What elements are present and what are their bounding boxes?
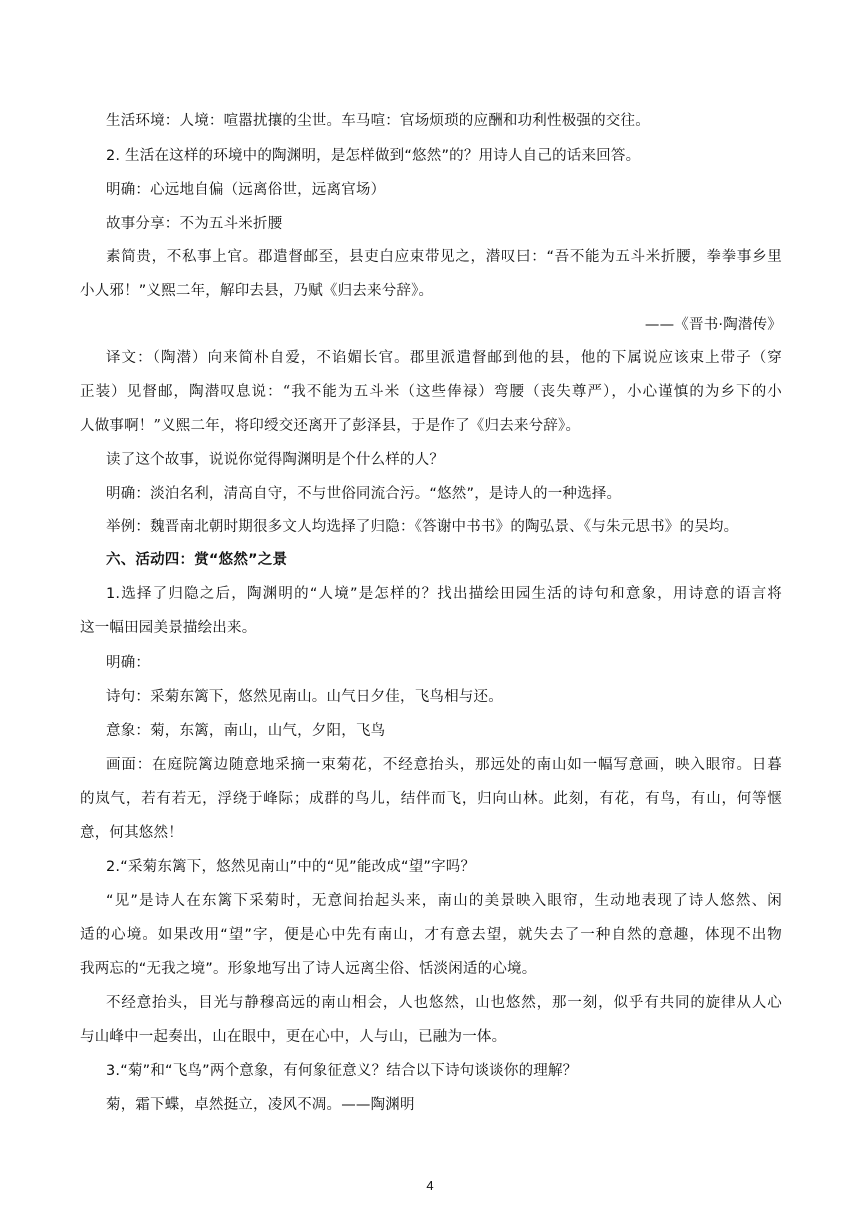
section-heading-activity-4: 六、活动四：赏“悠然”之景 [106, 552, 288, 568]
classical-text-line-2: 小人邪！”义熙二年，解印去县，乃赋《归去来兮辞》。 [80, 283, 434, 299]
translation-line-1: 译文：（陶潜）向来简朴自爱，不谄媚长官。郡里派遣督邮到他的县，他的下属说应该束上带子（穿 [106, 350, 782, 366]
question-2-jian: 2.“采菊东篱下，悠然见南山”中的“见”能改成“望”字吗？ [106, 859, 476, 875]
question-2: 2. 生活在这样的环境中的陶渊明，是怎样做到“悠然”的？用诗人自己的话来回答。 [106, 148, 641, 164]
translation-line-3: 人做事啊！”义熙二年，将印绶交还离开了彭泽县，于是作了《归去来兮辞》。 [80, 418, 581, 434]
answer-label: 明确： [106, 655, 151, 671]
answer-2: 明确：心远地自偏（远离俗世，远离官场） [106, 182, 386, 198]
page-number: 4 [426, 1178, 434, 1193]
scene-description-line-1: 画面：在庭院篱边随意地采摘一束菊花，不经意抬头，那远处的南山如一幅写意画，映入眼帘。日暮 [106, 757, 782, 773]
jian-explanation-line-3: 我两忘的“无我之境”。形象地写出了诗人远离尘俗、恬淡闲适的心境。 [80, 961, 537, 977]
translation-line-2: 正装）见督邮，陶潜叹息说：“我不能为五斗米（这些俸禄）弯腰（丧失尊严），小心谨慎的为乡下的小 [80, 384, 782, 400]
scene-description-line-3: 意，何其悠然！ [80, 825, 183, 841]
story-share-heading: 故事分享：不为五斗米折腰 [106, 216, 283, 232]
quote-chrysanthemum: 菊，霜下蝶，卓然挺立，凌风不凋。——陶渊明 [106, 1097, 415, 1113]
harmony-paragraph-line-2: 与山峰中一起奏出，山在眼中，更在心中，人与山，已融为一体。 [80, 1029, 507, 1045]
classical-text-source: ——《晋书·陶潜传》 [644, 317, 782, 333]
classical-text-line-1: 素简贵，不私事上官。郡遣督邮至，县吏白应束带见之，潜叹曰：“吾不能为五斗米折腰，拳拳事乡里 [106, 249, 782, 265]
jian-explanation-line-1: “见”是诗人在东篱下采菊时，无意间抬起头来，南山的美景映入眼帘，生动地表现了诗人悠然、闲 [106, 893, 782, 909]
paragraph-living-environment: 生活环境：人境：喧嚣扰攘的尘世。车马喧：官场烦琐的应酬和功利性极强的交往。 [106, 113, 650, 129]
jian-explanation-line-2: 适的心境。如果改用“望”字，便是心中先有南山，才有意去望，就失去了一种自然的意趣，体现不出物 [80, 927, 782, 943]
reading-question: 读了这个故事，说说你觉得陶渊明是个什么样的人？ [106, 452, 445, 468]
question-1-line-1: 1.选择了归隐之后，陶渊明的“人境”是怎样的？找出描绘田园生活的诗句和意象，用诗意的语言将 [106, 586, 782, 602]
question-1-line-2: 这一幅田园美景描绘出来。 [80, 620, 257, 636]
poem-lines: 诗句：采菊东篱下，悠然见南山。山气日夕佳，飞鸟相与还。 [106, 689, 503, 705]
reading-answer: 明确：淡泊名利，清高自守，不与世俗同流合污。“悠然”，是诗人的一种选择。 [106, 486, 622, 502]
scene-description-line-2: 的岚气，若有若无，浮绕于峰际；成群的鸟儿，结伴而飞，归向山林。此刻，有花，有鸟，有山，何等惬 [80, 791, 782, 807]
harmony-paragraph-line-1: 不经意抬头，目光与静穆高远的南山相会，人也悠然，山也悠然，那一刻，似乎有共同的旋律从人心 [106, 995, 782, 1011]
question-3: 3.“菊”和“飞鸟”两个意象，有何象征意义？结合以下诗句谈谈你的理解？ [106, 1063, 578, 1079]
imagery-list: 意象：菊，东篱，南山，山气，夕阳，飞鸟 [106, 723, 386, 739]
example-line: 举例：魏晋南北朝时期很多文人均选择了归隐：《答谢中书书》的陶弘景、《与朱元思书》的吴均。 [106, 519, 739, 535]
